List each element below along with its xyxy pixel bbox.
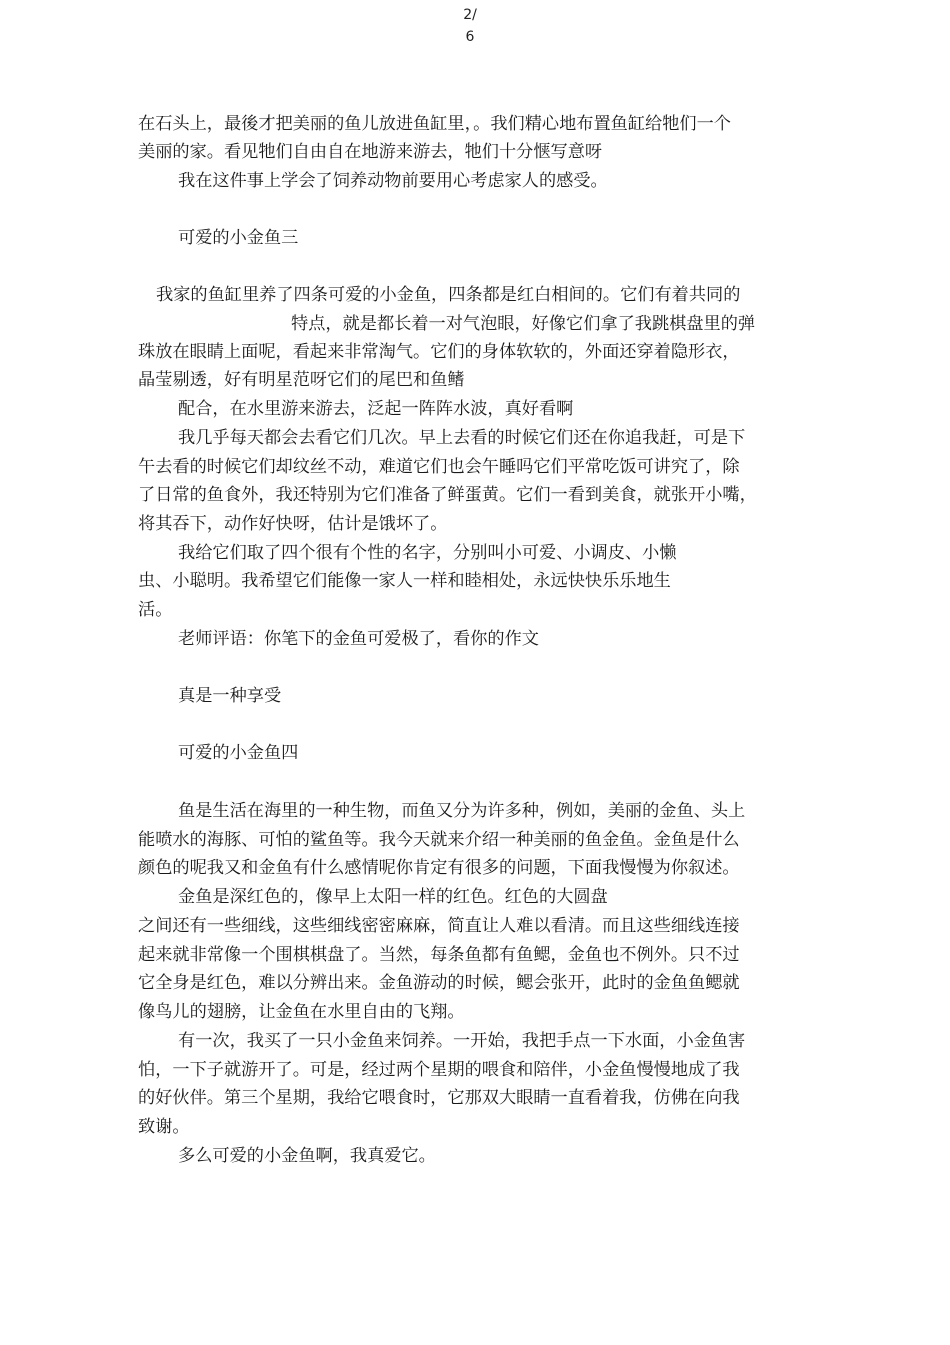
text-line: 有一次，我买了一只小金鱼来饲养。一开始，我把手点一下水面，小金鱼害 (178, 1031, 746, 1051)
page-number-bottom: 6 (465, 29, 475, 45)
text-line: 晶莹剔透，好有明星范呀它们的尾巴和鱼鳍 (138, 370, 465, 390)
text-line: 我几乎每天都会去看它们几次。早上去看的时候它们还在你追我赶，可是下 (178, 428, 746, 448)
text-line: 怕，一下子就游开了。可是，经过两个星期的喂食和陪伴，小金鱼慢慢地成了我 (138, 1060, 740, 1080)
text-line: 我在这件事上学会了饲养动物前要用心考虑家人的感受。 (178, 171, 608, 191)
text-line: 像鸟儿的翅膀，让金鱼在水里自由的飞翔。 (138, 1002, 465, 1022)
text-line: 颜色的呢我又和金鱼有什么感情呢你肯定有很多的问题，下面我慢慢为你叙述。 (138, 858, 740, 878)
text-line: 了日常的鱼食外，我还特别为它们准备了鲜蛋黄。它们一看到美食，就张开小嘴， (138, 485, 757, 505)
page-number-top: 2/ (463, 7, 477, 23)
text-line: 它全身是红色，难以分辨出来。金鱼游动的时候，鳃会张开，此时的金鱼鱼鳃就 (138, 973, 740, 993)
text-line: 之间还有一些细线，这些细线密密麻麻，简直让人难以看清。而且这些细线连接 (138, 916, 740, 936)
text-line: 致谢。 (138, 1117, 190, 1137)
text-line: 活。 (138, 600, 173, 620)
text-line: 在石头上，最後才把美丽的鱼儿放进鱼缸里，。我们精心地布置鱼缸给牠们一个 (138, 114, 731, 134)
section-heading: 可爱的小金鱼三 (178, 228, 299, 248)
text-line: 美丽的家。看见牠们自由自在地游来游去，牠们十分惬写意呀 (138, 142, 603, 162)
text-line: 珠放在眼睛上面呢，看起来非常淘气。它们的身体软软的，外面还穿着隐形衣， (138, 342, 740, 362)
text-line: 的好伙伴。第三个星期，我给它喂食时，它那双大眼睛一直看着我，仿佛在向我 (138, 1088, 740, 1108)
text-line: 将其吞下，动作好快呀，估计是饿坏了。 (138, 514, 448, 534)
text-line: 配合，在水里游来游去，泛起一阵阵水波，真好看啊 (178, 399, 574, 419)
text-line: 老师评语：你笔下的金鱼可爱极了，看你的作文 (178, 629, 539, 649)
text-line: 特点，就是都长着一对气泡眼，好像它们拿了我跳棋盘里的弹 (291, 314, 756, 334)
text-line: 真是一种享受 (178, 686, 282, 706)
text-line: 金鱼是深红色的，像早上太阳一样的红色。红色的大圆盘 (178, 887, 608, 907)
text-line: 能喷水的海豚、可怕的鲨鱼等。我今天就来介绍一种美丽的鱼金鱼。金鱼是什么 (138, 830, 740, 850)
text-line: 多么可爱的小金鱼啊，我真爱它。 (178, 1146, 436, 1166)
text-line: 我家的鱼缸里养了四条可爱的小金鱼，四条都是红白相间的。它们有着共同的 (156, 285, 741, 305)
section-heading: 可爱的小金鱼四 (178, 743, 299, 763)
text-line: 虫、小聪明。我希望它们能像一家人一样和睦相处，永远快快乐乐地生 (138, 571, 671, 591)
text-line: 起来就非常像一个围棋棋盘了。当然，每条鱼都有鱼鳃，金鱼也不例外。只不过 (138, 945, 740, 965)
text-line: 我给它们取了四个很有个性的名字，分别叫小可爱、小调皮、小懒 (178, 543, 677, 563)
text-line: 午去看的时候它们却纹丝不动，难道它们也会午睡吗它们平常吃饭可讲究了，除 (138, 457, 740, 477)
text-line: 鱼是生活在海里的一种生物，而鱼又分为许多种，例如，美丽的金鱼、头上 (178, 801, 746, 821)
